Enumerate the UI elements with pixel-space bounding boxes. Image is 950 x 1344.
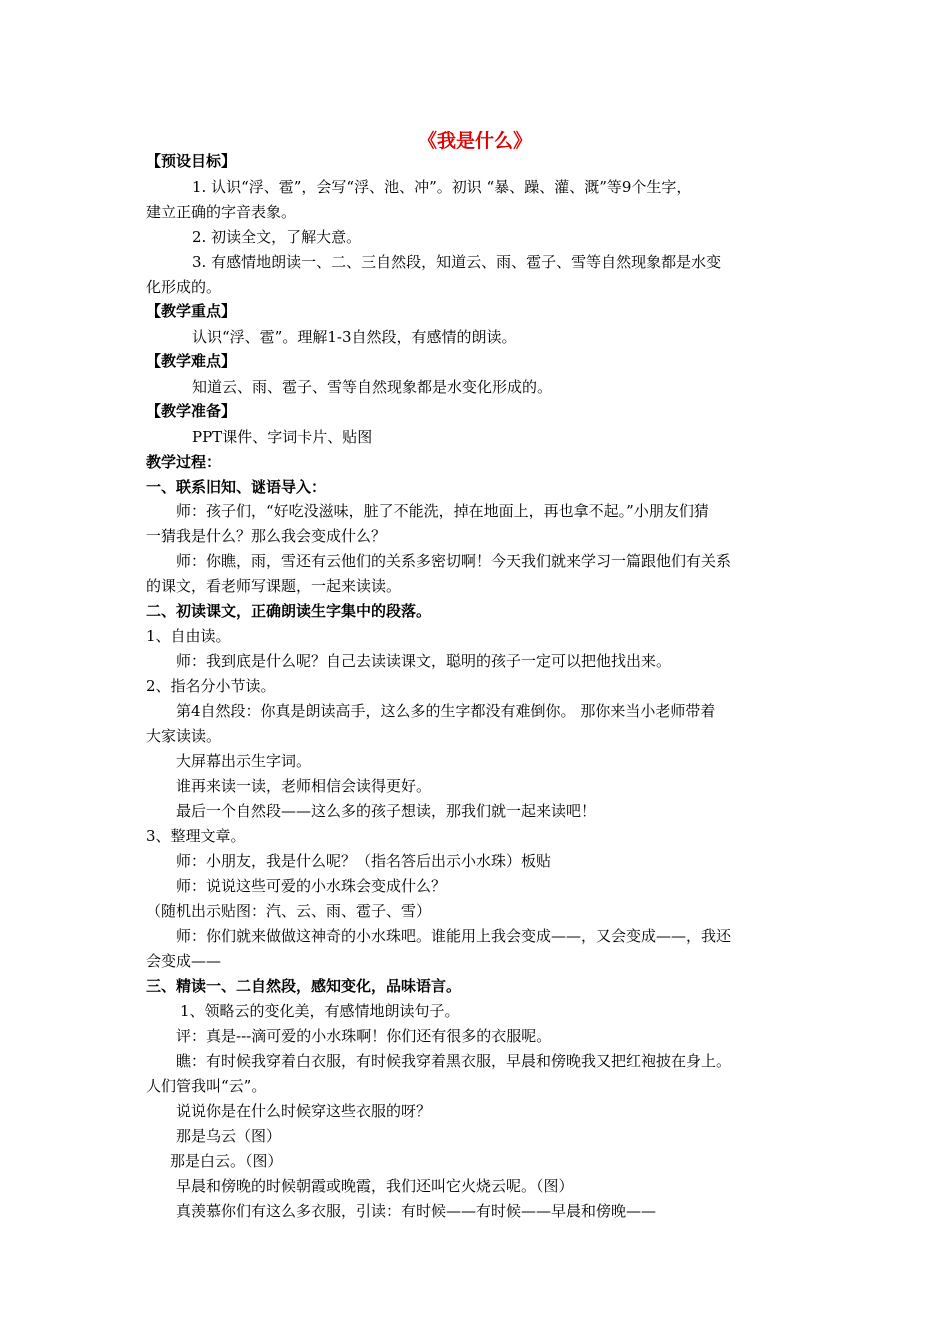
body-line: 说说你是在什么时候穿这些衣服的呀？ [176, 1102, 432, 1120]
body-line: 评：真是---滴可爱的小水珠啊！你们还有很多的衣服呢。 [176, 1027, 552, 1045]
body-line: 大屏幕出示生字词。 [176, 752, 312, 770]
body-line: 大家读读。 [146, 727, 222, 745]
body-line: 最后一个自然段——这么多的孩子想读，那我们就一起来读吧！ [176, 802, 597, 820]
key-text: 认识“浮、雹”。理解1-3自然段，有感情的朗读。 [192, 328, 517, 346]
difficult-heading: 【教学难点】 [146, 352, 237, 370]
body-line: 早晨和傍晚的时候朝霞或晚霞，我们还叫它火烧云呢。（图） [176, 1177, 574, 1195]
section-heading: 三、精读一、二自然段，感知变化，品味语言。 [146, 977, 462, 995]
body-line: 的课文，看老师写课题，一起来读读。 [146, 577, 402, 595]
body-line: 一猜我是什么？那么我会变成什么？ [146, 527, 387, 545]
section-heading: 二、初读课文，正确朗读生字集中的段落。 [146, 602, 432, 620]
body-line: 真羡慕你们有这么多衣服，引读：有时候——有时候——早晨和傍晚—— [176, 1202, 657, 1220]
body-line: 第4自然段：你真是朗读高手，这么多的生字都没有难倒你。 那你来当小老师带着 [176, 702, 716, 720]
goals-heading: 【预设目标】 [146, 152, 237, 170]
difficult-text: 知道云、雨、雹子、雪等自然现象都是水变化形成的。 [192, 378, 553, 396]
process-heading: 教学过程： [146, 453, 222, 471]
document-title: 《我是什么》 [417, 130, 532, 152]
body-line: （随机出示贴图：汽、云、雨、雹子、雪） [146, 902, 432, 920]
body-line: 师：你瞧，雨，雪还有云他们的关系多密切啊！今天我们就来学习一篇跟他们有关系 [176, 552, 732, 570]
body-line: 师：你们就来做做这神奇的小水珠吧。谁能用上我会变成——，又会变成——，我还 [176, 927, 732, 945]
body-line: 师：小朋友，我是什么呢？（指名答后出示小水珠）板贴 [176, 852, 552, 870]
body-line: 师：孩子们，“好吃没滋味，脏了不能洗，掉在地面上，再也拿不起。”小朋友们猜 [176, 502, 709, 520]
body-line: 师：说说这些可爱的小水珠会变成什么？ [176, 877, 447, 895]
prep-heading: 【教学准备】 [146, 402, 237, 420]
body-line: 谁再来读一读，老师相信会读得更好。 [176, 777, 432, 795]
body-line: 1、自由读。 [146, 627, 231, 645]
body-line: 人们管我叫“云”。 [146, 1077, 267, 1095]
key-heading: 【教学重点】 [146, 302, 237, 320]
body-line: 瞧：有时候我穿着白衣服，有时候我穿着黑衣服，早晨和傍晚我又把红袍披在身上。 [176, 1052, 732, 1070]
goal-line: 3. 有感情地朗读一、二、三自然段，知道云、雨、雹子、雪等自然现象都是水变 [192, 253, 722, 271]
body-line: 那是乌云（图） [176, 1127, 282, 1145]
body-line: 2、指名分小节读。 [146, 677, 276, 695]
body-line: 那是白云。（图） [170, 1152, 283, 1170]
body-line: 会变成—— [146, 952, 222, 970]
body-line: 1、领略云的变化美，有感情地朗读句子。 [180, 1002, 460, 1020]
goal-line: 1. 认识“浮、雹”，会写“浮、池、冲”。初识 “暴、躁、灌、溉”等9个生字， [192, 178, 692, 196]
goal-line: 2. 初读全文，了解大意。 [192, 228, 362, 246]
prep-text: PPT课件、字词卡片、贴图 [192, 428, 373, 446]
body-line: 师：我到底是什么呢？自己去读读课文，聪明的孩子一定可以把他找出来。 [176, 652, 672, 670]
goal-line: 建立正确的字音表象。 [146, 203, 297, 221]
goal-line: 化形成的。 [146, 278, 222, 296]
section-heading: 一、联系旧知、谜语导入： [146, 478, 327, 496]
body-line: 3、整理文章。 [146, 827, 246, 845]
